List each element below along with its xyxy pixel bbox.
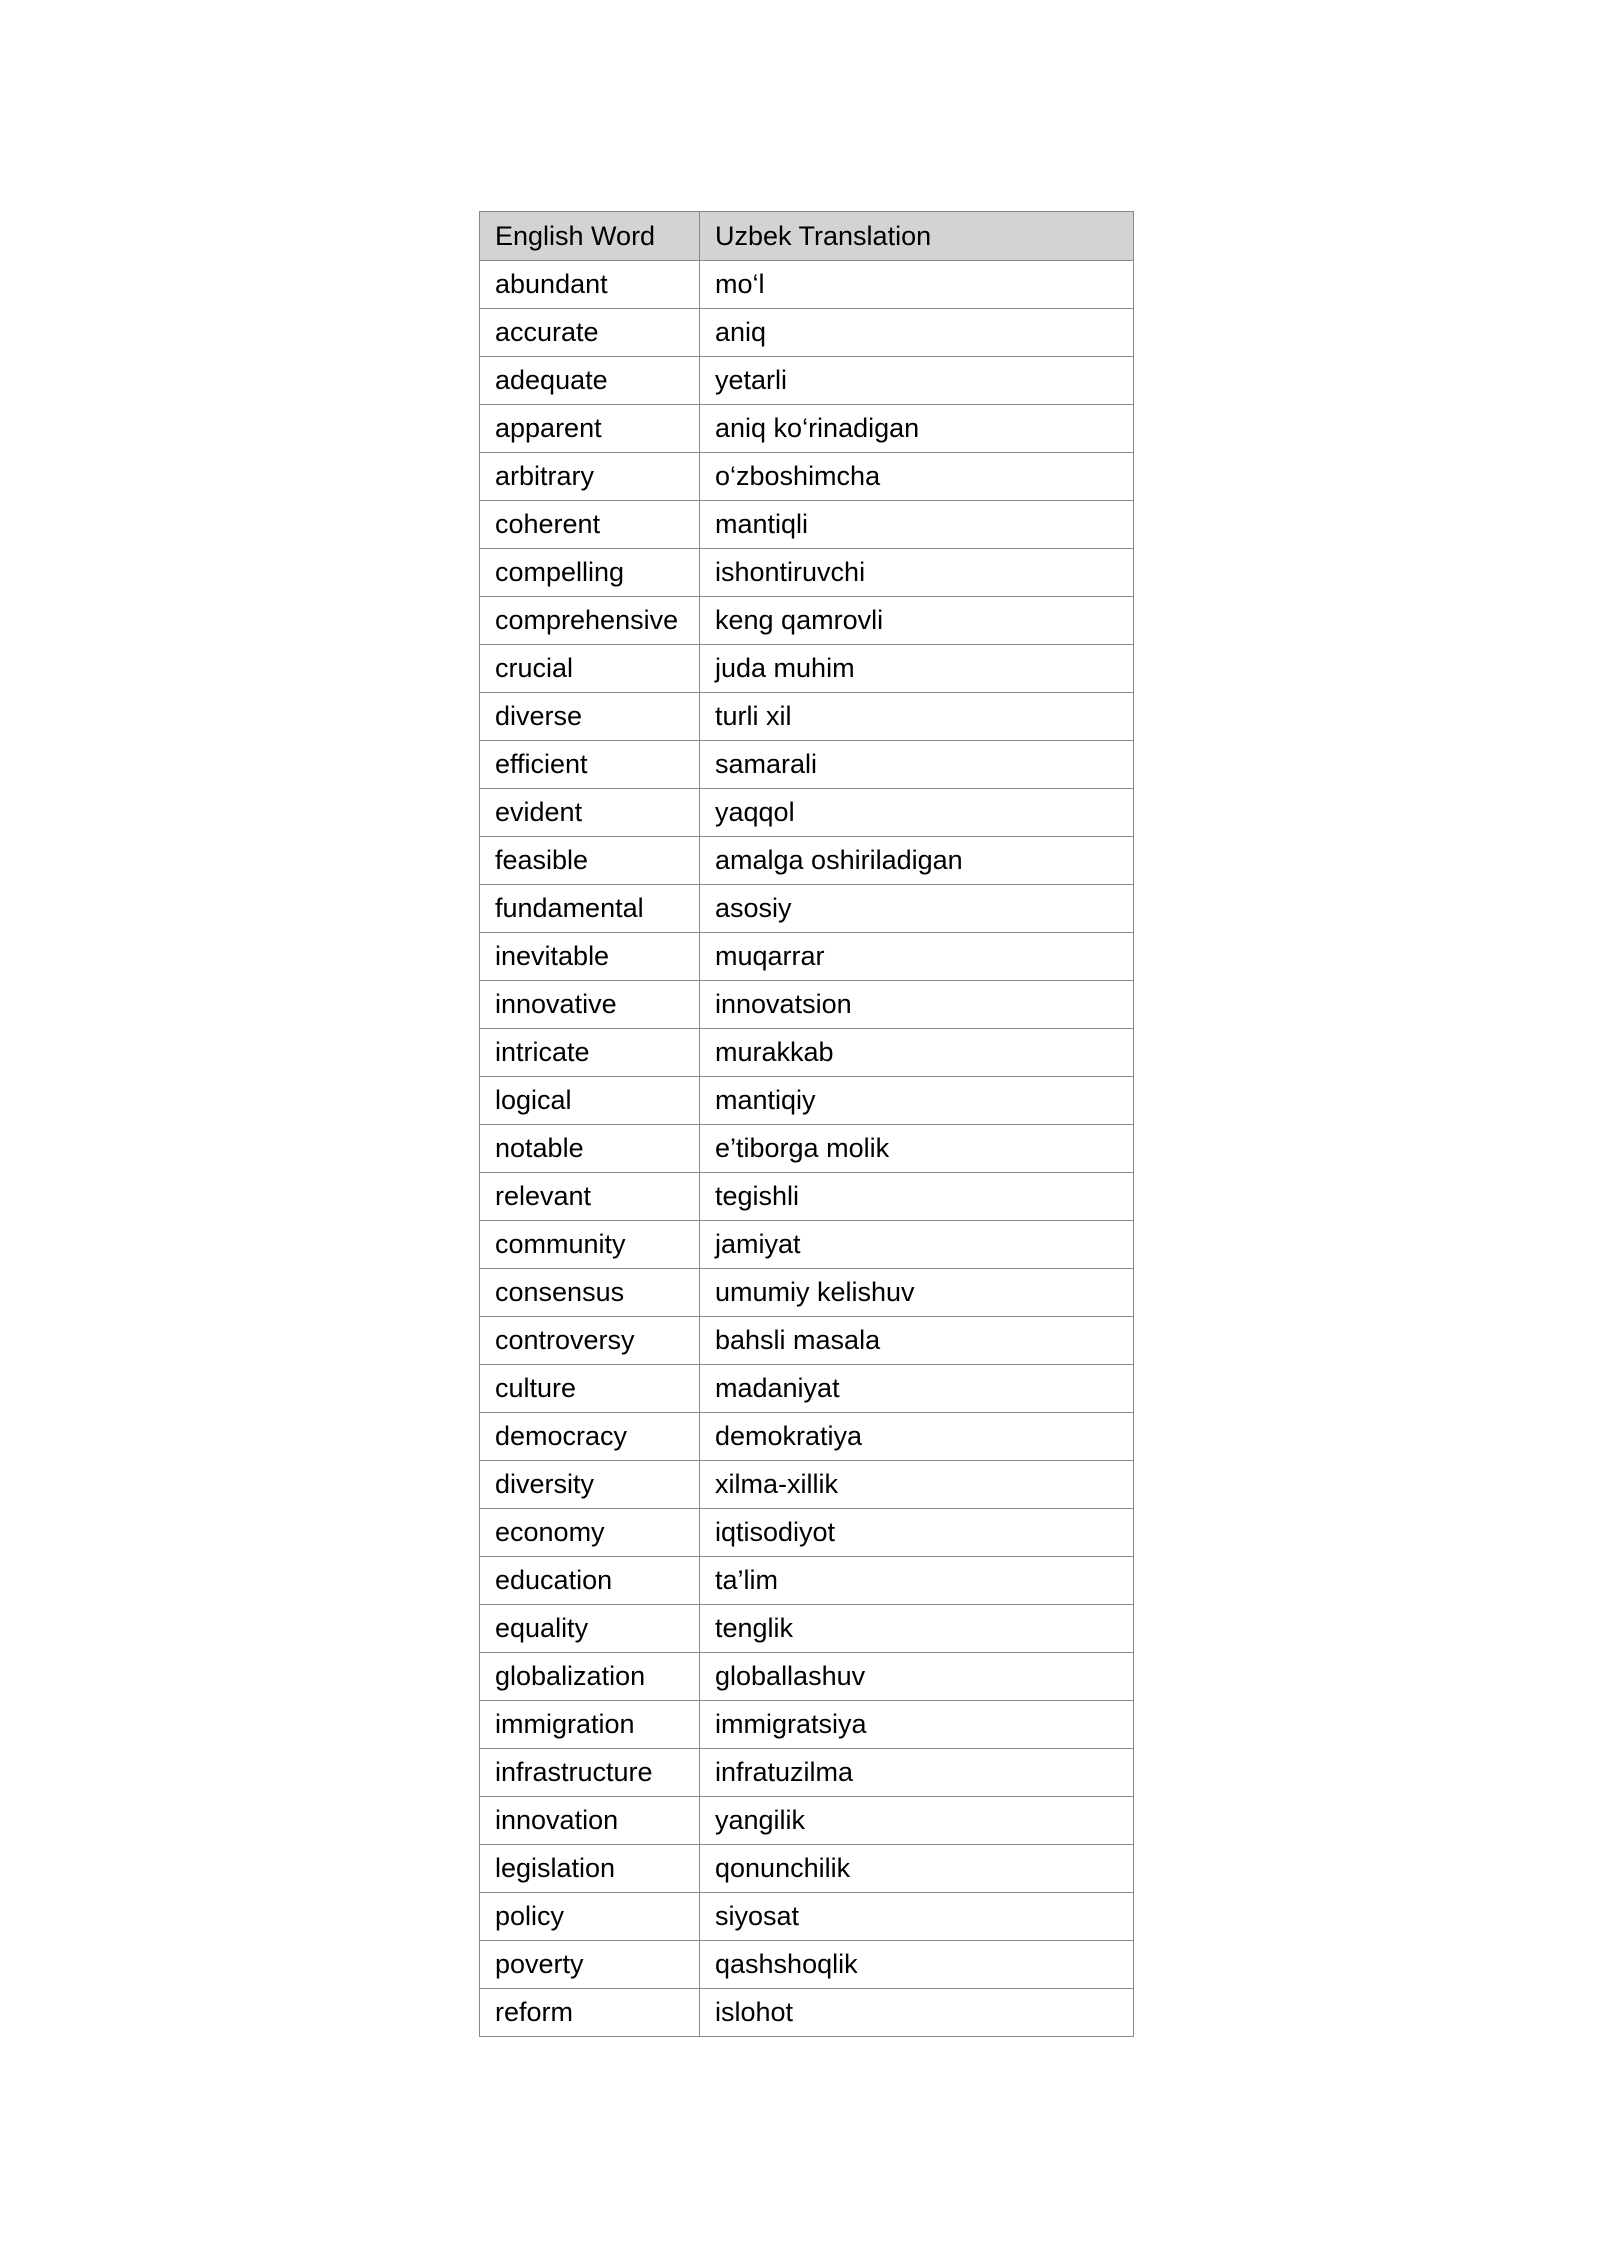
uzbek-translation-cell: samarali: [700, 741, 1134, 789]
uzbek-translation-cell: juda muhim: [700, 645, 1134, 693]
english-word-cell: legislation: [480, 1845, 700, 1893]
english-word-cell: evident: [480, 789, 700, 837]
uzbek-translation-cell: muqarrar: [700, 933, 1134, 981]
table-row: [480, 933, 1134, 981]
uzbek-translation-cell: madaniyat: [700, 1365, 1134, 1413]
table-row: [480, 1797, 1134, 1845]
uzbek-translation-cell: xilma-xillik: [700, 1461, 1134, 1509]
header-row: [480, 212, 1134, 261]
table-row: [480, 1173, 1134, 1221]
table-row: [480, 1269, 1134, 1317]
english-word-cell: accurate: [480, 309, 700, 357]
uzbek-translation-cell: ishontiruvchi: [700, 549, 1134, 597]
uzbek-translation-cell: islohot: [700, 1989, 1134, 2037]
english-word-cell: globalization: [480, 1653, 700, 1701]
english-word-cell: compelling: [480, 549, 700, 597]
table-row: [480, 261, 1134, 309]
table-row: [480, 837, 1134, 885]
english-word-cell: reform: [480, 1989, 700, 2037]
table-header: [480, 212, 1134, 261]
uzbek-translation-cell: ta’lim: [700, 1557, 1134, 1605]
uzbek-translation-cell: qashshoqlik: [700, 1941, 1134, 1989]
uzbek-translation-cell: keng qamrovli: [700, 597, 1134, 645]
table-row: [480, 1941, 1134, 1989]
table-row: [480, 1749, 1134, 1797]
english-word-cell: democracy: [480, 1413, 700, 1461]
english-word-cell: intricate: [480, 1029, 700, 1077]
english-word-cell: controversy: [480, 1317, 700, 1365]
table-row: [480, 1461, 1134, 1509]
english-word-cell: crucial: [480, 645, 700, 693]
english-word-cell: coherent: [480, 501, 700, 549]
uzbek-translation-cell: umumiy kelishuv: [700, 1269, 1134, 1317]
table-row: [480, 1221, 1134, 1269]
table-row: [480, 1989, 1134, 2037]
table-row: [480, 789, 1134, 837]
english-word-cell: arbitrary: [480, 453, 700, 501]
uzbek-translation-cell: yetarli: [700, 357, 1134, 405]
table-row: [480, 405, 1134, 453]
uzbek-translation-cell: jamiyat: [700, 1221, 1134, 1269]
table-row: [480, 357, 1134, 405]
english-word-cell: relevant: [480, 1173, 700, 1221]
english-word-cell: equality: [480, 1605, 700, 1653]
uzbek-translation-cell: aniq ko‘rinadigan: [700, 405, 1134, 453]
uzbek-translation-cell: turli xil: [700, 693, 1134, 741]
english-word-cell: fundamental: [480, 885, 700, 933]
table-row: [480, 453, 1134, 501]
english-word-cell: notable: [480, 1125, 700, 1173]
table-row: [480, 1605, 1134, 1653]
table-row: [480, 741, 1134, 789]
table-row: [480, 645, 1134, 693]
english-word-cell: poverty: [480, 1941, 700, 1989]
table-row: [480, 1317, 1134, 1365]
uzbek-translation-cell: murakkab: [700, 1029, 1134, 1077]
column-header-uzbek-translation: Uzbek Translation: [700, 212, 1134, 261]
uzbek-translation-cell: infratuzilma: [700, 1749, 1134, 1797]
table-row: [480, 1125, 1134, 1173]
table-row: [480, 1077, 1134, 1125]
english-word-cell: education: [480, 1557, 700, 1605]
english-word-cell: diverse: [480, 693, 700, 741]
uzbek-translation-cell: bahsli masala: [700, 1317, 1134, 1365]
table-row: [480, 1653, 1134, 1701]
english-word-cell: immigration: [480, 1701, 700, 1749]
uzbek-translation-cell: globallashuv: [700, 1653, 1134, 1701]
english-word-cell: policy: [480, 1893, 700, 1941]
uzbek-translation-cell: tenglik: [700, 1605, 1134, 1653]
uzbek-translation-cell: mantiqiy: [700, 1077, 1134, 1125]
english-word-cell: comprehensive: [480, 597, 700, 645]
table-row: [480, 597, 1134, 645]
english-word-cell: innovation: [480, 1797, 700, 1845]
table-body: [480, 261, 1134, 2037]
table-row: [480, 1365, 1134, 1413]
english-word-cell: logical: [480, 1077, 700, 1125]
uzbek-translation-cell: immigratsiya: [700, 1701, 1134, 1749]
english-word-cell: feasible: [480, 837, 700, 885]
uzbek-translation-cell: tegishli: [700, 1173, 1134, 1221]
english-word-cell: efficient: [480, 741, 700, 789]
table-row: [480, 309, 1134, 357]
table-row: [480, 501, 1134, 549]
table-row: [480, 549, 1134, 597]
uzbek-translation-cell: aniq: [700, 309, 1134, 357]
uzbek-translation-cell: mantiqli: [700, 501, 1134, 549]
english-word-cell: consensus: [480, 1269, 700, 1317]
uzbek-translation-cell: o‘zboshimcha: [700, 453, 1134, 501]
table-row: [480, 885, 1134, 933]
uzbek-translation-cell: amalga oshiriladigan: [700, 837, 1134, 885]
table-row: [480, 1701, 1134, 1749]
english-word-cell: adequate: [480, 357, 700, 405]
english-word-cell: diversity: [480, 1461, 700, 1509]
table-row: [480, 1845, 1134, 1893]
table-row: [480, 693, 1134, 741]
english-word-cell: innovative: [480, 981, 700, 1029]
column-header-english-word: English Word: [480, 212, 700, 261]
table-row: [480, 1893, 1134, 1941]
table-row: [480, 1029, 1134, 1077]
english-word-cell: culture: [480, 1365, 700, 1413]
english-word-cell: community: [480, 1221, 700, 1269]
uzbek-translation-cell: mo‘l: [700, 261, 1134, 309]
vocabulary-table: [479, 211, 1134, 2037]
english-word-cell: inevitable: [480, 933, 700, 981]
uzbek-translation-cell: asosiy: [700, 885, 1134, 933]
english-word-cell: abundant: [480, 261, 700, 309]
uzbek-translation-cell: innovatsion: [700, 981, 1134, 1029]
uzbek-translation-cell: yaqqol: [700, 789, 1134, 837]
uzbek-translation-cell: yangilik: [700, 1797, 1134, 1845]
uzbek-translation-cell: e’tiborga molik: [700, 1125, 1134, 1173]
uzbek-translation-cell: siyosat: [700, 1893, 1134, 1941]
table-row: [480, 1557, 1134, 1605]
english-word-cell: infrastructure: [480, 1749, 700, 1797]
table-row: [480, 1413, 1134, 1461]
table-row: [480, 1509, 1134, 1557]
table-row: [480, 981, 1134, 1029]
uzbek-translation-cell: iqtisodiyot: [700, 1509, 1134, 1557]
uzbek-translation-cell: demokratiya: [700, 1413, 1134, 1461]
english-word-cell: economy: [480, 1509, 700, 1557]
english-word-cell: apparent: [480, 405, 700, 453]
uzbek-translation-cell: qonunchilik: [700, 1845, 1134, 1893]
